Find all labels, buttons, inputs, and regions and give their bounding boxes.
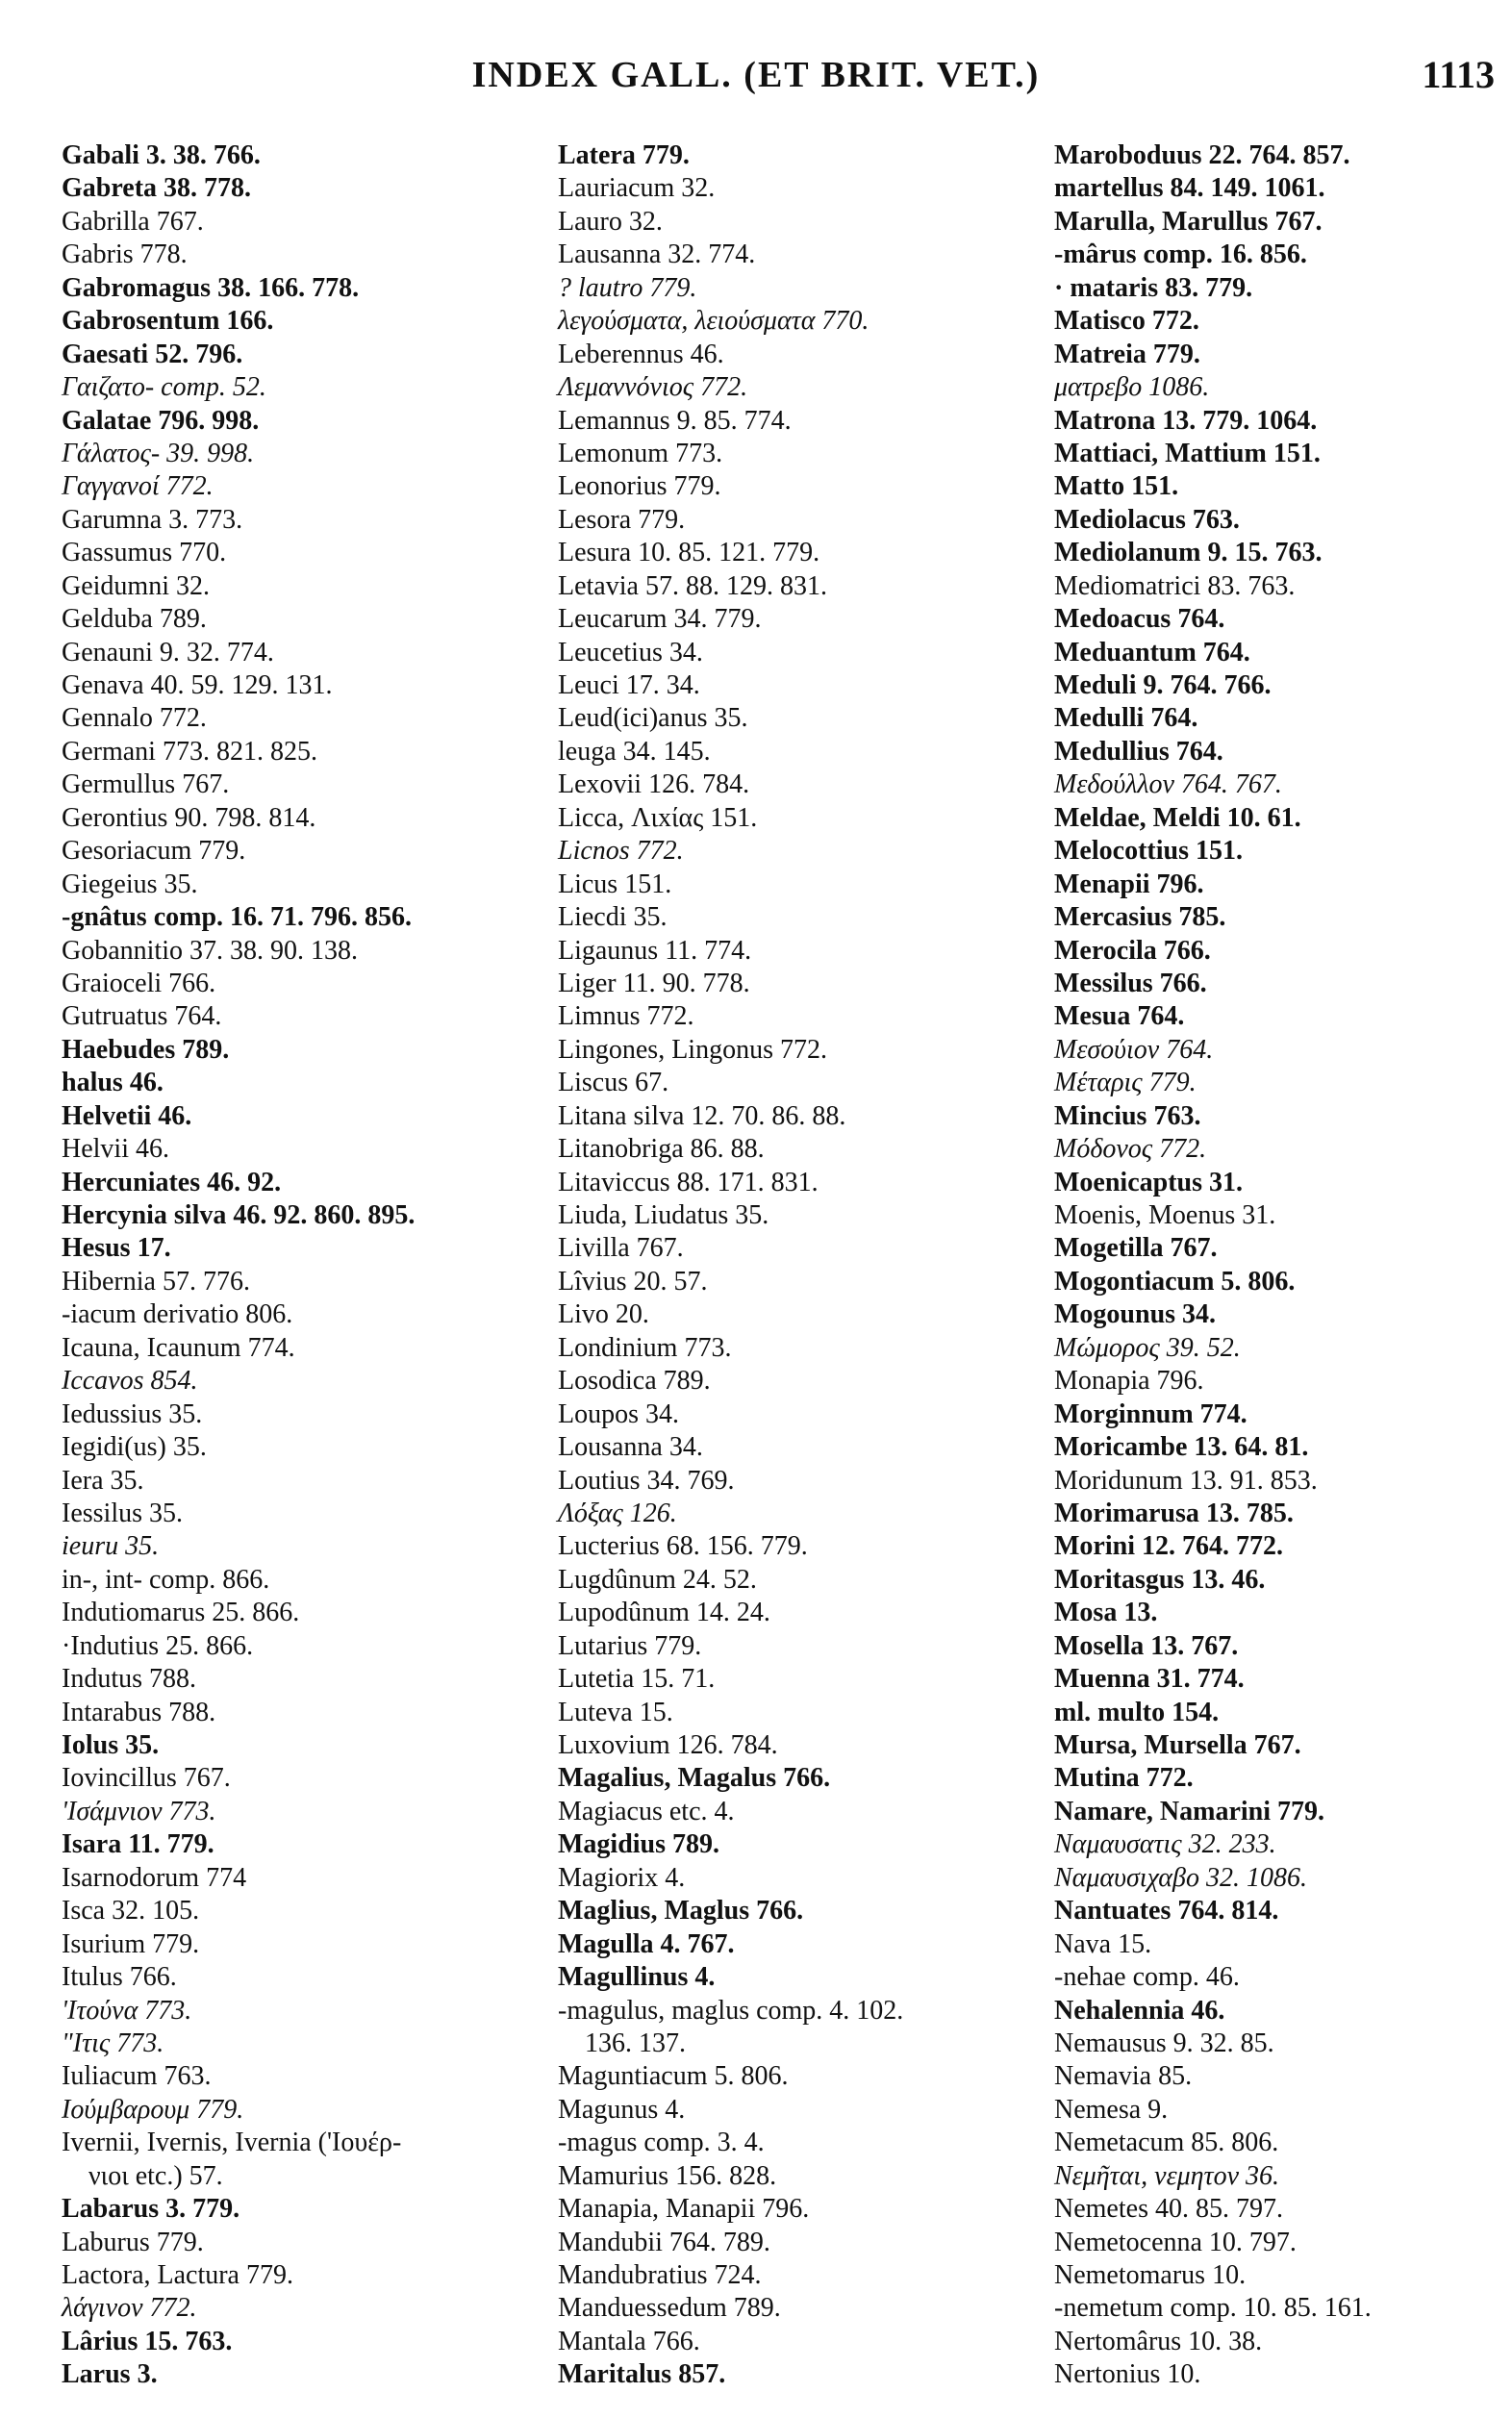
index-entry: Gobannitio 37. 38. 90. 138. [62, 935, 358, 966]
index-entry: Γάλατος- 39. 998. [62, 438, 255, 468]
index-entry: Lutarius 779. [558, 1630, 702, 1661]
index-entry: Isca 32. 105. [62, 1896, 200, 1927]
index-entry: Gerontius 90. 798. 814. [62, 802, 316, 833]
index-entry: Indutiomarus 25. 866. [62, 1598, 300, 1628]
index-entry: Lousanna 34. [558, 1432, 703, 1463]
index-entry: Λόξας 126. [558, 1498, 677, 1528]
index-entry: Lemonum 773. [558, 438, 723, 468]
index-entry: Isarnodorum 774 [62, 1862, 247, 1893]
index-entry: Lactora, Lactura 779. [62, 2260, 293, 2290]
index-entry: Laburus 779. [62, 2227, 204, 2257]
index-entry: -magus comp. 3. 4. [558, 2128, 765, 2158]
index-entry: Magullinus 4. [558, 1962, 716, 1993]
index-entry: Livilla 767. [558, 1233, 684, 1264]
index-entry: Lucterius 68. 156. 779. [558, 1531, 808, 1562]
index-entry: Garumna 3. 773. [62, 504, 243, 535]
index-entry: Gaesati 52. 796. [62, 339, 243, 369]
index-entry: Latera 779. [558, 140, 690, 170]
index-entry: Gabreta 38. 778. [62, 173, 252, 204]
index-entry: Luteva 15. [558, 1697, 673, 1727]
index-entry: Nava 15. [1054, 1928, 1152, 1959]
index-entry: λάγινον 772. [62, 2293, 197, 2324]
index-entry: Lesura 10. 85. 121. 779. [558, 538, 820, 568]
index-entry: Melocottius 151. [1054, 836, 1243, 867]
index-entry: martellus 84. 149. 1061. [1054, 173, 1325, 204]
index-entry: Λεμαννόνιος 772. [558, 372, 748, 403]
index-entry: Leucetius 34. [558, 637, 703, 667]
running-title: INDEX GALL. (ET BRIT. VET.) [471, 55, 1041, 95]
index-entry: Lutetia 15. 71. [558, 1664, 716, 1695]
index-entry: Iera 35. [62, 1465, 144, 1496]
index-entry: Licnos 772. [558, 836, 684, 867]
index-entry: Nemetacum 85. 806. [1054, 2128, 1279, 2158]
index-entry: Menapii 796. [1054, 869, 1204, 899]
index-entry: Gabali 3. 38. 766. [62, 140, 261, 170]
index-entry: Μεσούιον 764. [1054, 1034, 1214, 1065]
index-entry: Matto 151. [1054, 471, 1179, 502]
index-entry: Medoacus 764. [1054, 604, 1225, 635]
index-entry: Letavia 57. 88. 129. 831. [558, 570, 827, 601]
index-entry: Medullius 764. [1054, 736, 1223, 767]
index-entry: Γαιζατο- comp. 52. [62, 372, 266, 403]
index-entry: Haebudes 789. [62, 1034, 230, 1065]
index-entry: Gabromagus 38. 166. 778. [62, 272, 360, 303]
index-entry: Nertomârus 10. 38. [1054, 2326, 1263, 2356]
index-entry: Nemavia 85. [1054, 2061, 1193, 2092]
index-entry: Maguntiacum 5. 806. [558, 2061, 789, 2092]
index-entry: 136. 137. [585, 2028, 686, 2058]
index-entry: Geidumni 32. [62, 570, 210, 601]
index-entry: Nantuates 764. 814. [1054, 1896, 1279, 1927]
index-entry: Nemausus 9. 32. 85. [1054, 2028, 1274, 2058]
index-entry: Isara 11. 779. [62, 1829, 214, 1860]
index-entry: Manduessedum 789. [558, 2293, 781, 2324]
index-entry: Merocila 766. [1054, 935, 1211, 966]
index-entry: ματρεβο 1086. [1054, 372, 1210, 403]
index-entry: Maglius, Maglus 766. [558, 1896, 804, 1927]
index-entry: Lugdûnum 24. 52. [558, 1564, 757, 1595]
index-entry: Moricambe 13. 64. 81. [1054, 1432, 1309, 1463]
index-entry: ml. multo 154. [1054, 1697, 1220, 1727]
index-entry: Gutruatus 764. [62, 1001, 222, 1032]
index-entry: Mattiaci, Mattium 151. [1054, 438, 1321, 468]
index-entry: halus 46. [62, 1068, 164, 1098]
index-entry: Maroboduus 22. 764. 857. [1054, 140, 1350, 170]
index-entry: Nemetes 40. 85. 797. [1054, 2194, 1283, 2225]
index-entry: Νεμῆται, νεμητον 36. [1054, 2160, 1280, 2191]
index-entry: leuga 34. 145. [558, 736, 711, 767]
index-entry: Liscus 67. [558, 1068, 669, 1098]
index-entry: Ligaunus 11. 774. [558, 935, 752, 966]
index-entry: Mosella 13. 767. [1054, 1630, 1239, 1661]
index-entry: Liecdi 35. [558, 902, 668, 933]
index-entry: Gelduba 789. [62, 604, 207, 635]
index-entry: Morimarusa 13. 785. [1054, 1498, 1294, 1528]
index-entry: Μώμορος 39. 52. [1054, 1332, 1241, 1363]
index-entry: Mesua 764. [1054, 1001, 1185, 1032]
index-entry: Matrona 13. 779. 1064. [1054, 405, 1318, 436]
index-entry: Nehalennia 46. [1054, 1995, 1225, 2026]
index-entry: -gnâtus comp. 16. 71. 796. 856. [62, 902, 413, 933]
index-entry: -iacum derivatio 806. [62, 1299, 293, 1330]
index-entry: Germani 773. 821. 825. [62, 736, 317, 767]
index-entry: Mantala 766. [558, 2326, 700, 2356]
index-entry: Mediomatrici 83. 763. [1054, 570, 1296, 601]
index-entry: Genava 40. 59. 129. 131. [62, 670, 333, 700]
index-entry: 'Ιτούνα 773. [62, 1995, 192, 2026]
index-entry: Helvetii 46. [62, 1100, 192, 1131]
index-entry: Μέταρις 779. [1054, 1068, 1197, 1098]
index-entry: Iovincillus 767. [62, 1763, 231, 1794]
index-entry: Leuci 17. 34. [558, 670, 700, 700]
index-entry: -nemetum comp. 10. 85. 161. [1054, 2293, 1372, 2324]
page-header [0, 46, 1512, 104]
index-entry: Lexovii 126. 784. [558, 769, 750, 800]
index-entry: Lingones, Lingonus 772. [558, 1034, 827, 1065]
index-entry: Mandubii 764. 789. [558, 2227, 770, 2257]
index-entry: Iuliacum 763. [62, 2061, 212, 2092]
index-entry: Itulus 766. [62, 1962, 177, 1993]
index-entry: Medulli 764. [1054, 703, 1198, 734]
index-entry: Intarabus 788. [62, 1697, 216, 1727]
index-entry: Genauni 9. 32. 774. [62, 637, 274, 667]
index-entry: Magiorix 4. [558, 1862, 686, 1893]
index-entry: Loupos 34. [558, 1398, 679, 1429]
index-entry: "Ιτις 773. [62, 2028, 164, 2058]
index-entry: Liuda, Liudatus 35. [558, 1200, 769, 1230]
index-entry: Hercynia silva 46. 92. 860. 895. [62, 1200, 416, 1230]
index-entry: Nertonius 10. [1054, 2359, 1201, 2390]
index-entry: Gesoriacum 779. [62, 836, 246, 867]
index-entry: -nehae comp. 46. [1054, 1962, 1240, 1993]
index-entry: Gabris 778. [62, 239, 188, 270]
index-entry: Hibernia 57. 776. [62, 1266, 250, 1297]
index-entry: Magunus 4. [558, 2094, 686, 2125]
index-entry: Mursa, Mursella 767. [1054, 1730, 1301, 1760]
index-entry: Indutus 788. [62, 1664, 196, 1695]
index-entry: Moritasgus 13. 46. [1054, 1564, 1266, 1595]
index-entry: Labarus 3. 779. [62, 2194, 240, 2225]
index-entry: Magiacus etc. 4. [558, 1796, 735, 1826]
index-entry: ·Indutius 25. 866. [62, 1630, 254, 1661]
index-entry: Maritalus 857. [558, 2359, 726, 2390]
index-entry: Mutina 772. [1054, 1763, 1194, 1794]
index-entry: Litanobriga 86. 88. [558, 1134, 765, 1165]
index-column-1 [62, 139, 542, 2392]
index-entry: Loutius 34. 769. [558, 1465, 735, 1496]
index-entry: Moenicaptus 31. [1054, 1167, 1243, 1197]
page-number: 1113 [1422, 53, 1495, 96]
index-entry: Magalius, Magalus 766. [558, 1763, 831, 1794]
index-entry: Messilus 766. [1054, 968, 1207, 998]
index-entry: in-, int- comp. 866. [62, 1564, 270, 1595]
index-entry: Mandubratius 724. [558, 2260, 762, 2290]
index-entry: Limnus 772. [558, 1001, 694, 1032]
index-entry: Gassumus 770. [62, 538, 227, 568]
index-entry: Nemesa 9. [1054, 2094, 1169, 2125]
index-entry: Isurium 779. [62, 1928, 200, 1959]
index-entry: Morginnum 774. [1054, 1398, 1247, 1429]
index-entry: Morini 12. 764. 772. [1054, 1531, 1283, 1562]
index-entry: ieuru 35. [62, 1531, 160, 1562]
index-entry: Matisco 772. [1054, 306, 1199, 337]
index-entry: Nemetocenna 10. 797. [1054, 2227, 1297, 2257]
index-entry: -mârus comp. 16. 856. [1054, 239, 1307, 270]
index-entry: Livo 20. [558, 1299, 649, 1330]
index-entry: λεγούσματα, λειούσματα 770. [558, 306, 869, 337]
index-entry: Lemannus 9. 85. 774. [558, 405, 792, 436]
index-entry: Leucarum 34. 779. [558, 604, 762, 635]
index-entry: Giegeius 35. [62, 869, 198, 899]
index-entry: Leud(ici)anus 35. [558, 703, 748, 734]
index-entry: Meldae, Meldi 10. 61. [1054, 802, 1301, 833]
index-entry: Moridunum 13. 91. 853. [1054, 1465, 1318, 1496]
index-entry: Icauna, Icaunum 774. [62, 1332, 295, 1363]
index-entry: Marulla, Marullus 767. [1054, 206, 1323, 237]
index-entry: Leberennus 46. [558, 339, 724, 369]
index-entry: Hesus 17. [62, 1233, 171, 1264]
index-entry: Losodica 789. [558, 1366, 711, 1397]
index-entry: Μόδονος 772. [1054, 1134, 1207, 1165]
index-entry: Luxovium 126. 784. [558, 1730, 778, 1760]
index-column-3 [1054, 139, 1512, 2392]
index-entry: Leonorius 779. [558, 471, 721, 502]
index-entry: Hercuniates 46. 92. [62, 1167, 282, 1197]
index-entry: Meduli 9. 764. 766. [1054, 670, 1272, 700]
index-entry: Matreia 779. [1054, 339, 1200, 369]
index-entry: Litaviccus 88. 171. 831. [558, 1167, 819, 1197]
index-entry: Iessilus 35. [62, 1498, 183, 1528]
index-entry: Ναμαυσατις 32. 233. [1054, 1829, 1276, 1860]
index-entry: Lîvius 20. 57. [558, 1266, 708, 1297]
index-entry: Ivernii, Ivernis, Ivernia ('Ιουέρ- [62, 2128, 402, 2158]
index-entry: Mercasius 785. [1054, 902, 1226, 933]
index-entry: · mataris 83. 779. [1054, 272, 1253, 303]
index-entry: Helvii 46. [62, 1134, 169, 1165]
index-entry: Namare, Namarini 779. [1054, 1796, 1324, 1826]
index-entry: Mosa 13. [1054, 1598, 1158, 1628]
index-entry: νιοι etc.) 57. [88, 2160, 223, 2191]
index-entry: Ιccavos 854. [62, 1366, 198, 1397]
index-entry: Manapia, Manapii 796. [558, 2194, 810, 2225]
index-entry: Larus 3. [62, 2359, 158, 2390]
index-entry: Lausanna 32. 774. [558, 239, 756, 270]
index-entry: Muenna 31. 774. [1054, 1664, 1245, 1695]
index-entry: Galatae 796. 998. [62, 405, 260, 436]
index-entry: Licus 151. [558, 869, 672, 899]
index-entry: Monapia 796. [1054, 1366, 1204, 1397]
index-entry: Iegidi(us) 35. [62, 1432, 207, 1463]
index-entry: Litana silva 12. 70. 86. 88. [558, 1100, 846, 1131]
index-entry: Iedussius 35. [62, 1398, 203, 1429]
index-entry: Magidius 789. [558, 1829, 720, 1860]
index-entry: Mogetilla 767. [1054, 1233, 1218, 1264]
index-entry: Mediolacus 763. [1054, 504, 1240, 535]
index-column-2 [558, 139, 1048, 2392]
index-entry: Mogounus 34. [1054, 1299, 1217, 1330]
index-entry: -magulus, maglus comp. 4. 102. [558, 1995, 904, 2026]
index-entry: Mogontiacum 5. 806. [1054, 1266, 1296, 1297]
index-entry: Lârius 15. 763. [62, 2326, 233, 2356]
index-entry: Germullus 767. [62, 769, 230, 800]
index-entry: Iolus 35. [62, 1730, 160, 1760]
index-entry: Lauriacum 32. [558, 173, 716, 204]
index-entry: Lauro 32. [558, 206, 663, 237]
index-entry: ? lautro 779. [558, 272, 697, 303]
index-entry: 'Ισάμνιον 773. [62, 1796, 216, 1826]
index-entry: Lupodûnum 14. 24. [558, 1598, 770, 1628]
index-entry: Mediolanum 9. 15. 763. [1054, 538, 1323, 568]
index-entry: Londinium 773. [558, 1332, 732, 1363]
index-entry: Ιούμβαρουμ 779. [62, 2094, 244, 2125]
index-entry: Gennalo 772. [62, 703, 207, 734]
index-entry: Gabrosentum 166. [62, 306, 274, 337]
index-entry: Magulla 4. 767. [558, 1928, 735, 1959]
index-entry: Moenis, Moenus 31. [1054, 1200, 1276, 1230]
index-entry: Mamurius 156. 828. [558, 2160, 777, 2191]
index-entry: Liger 11. 90. 778. [558, 968, 750, 998]
index-entry: Mincius 763. [1054, 1100, 1201, 1131]
index-entry: Nemetomarus 10. [1054, 2260, 1247, 2290]
index-entry: Licca, Λιxίας 151. [558, 802, 758, 833]
index-entry: Graioceli 766. [62, 968, 216, 998]
index-entry: Μεδούλλον 764. 767. [1054, 769, 1282, 800]
index-entry: Lesora 779. [558, 504, 686, 535]
index-entry: Gabrilla 767. [62, 206, 204, 237]
index-entry: Ναμαυσιχαβο 32. 1086. [1054, 1862, 1307, 1893]
index-entry: Γαγγανοί 772. [62, 471, 214, 502]
index-entry: Meduantum 764. [1054, 637, 1250, 667]
